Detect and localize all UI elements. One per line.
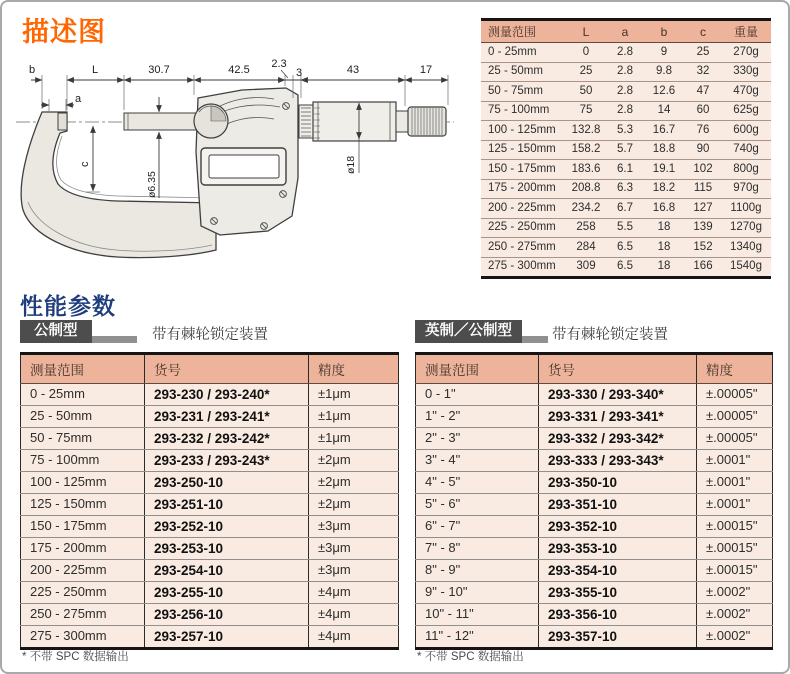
frame-shape (21, 112, 216, 258)
table-cell: 1270g (721, 218, 771, 238)
metric-table-header-row (21, 354, 399, 384)
inch-footnote: * 不带 SPC 数据输出 (417, 651, 524, 663)
inch-table-header-row (416, 354, 773, 384)
table-cell: 293-250-10 (145, 472, 309, 494)
table-cell: 293-350-10 (539, 472, 697, 494)
table-row (416, 538, 773, 560)
table-cell: 4" - 5" (416, 472, 539, 494)
metric-table (20, 352, 399, 650)
dim-43: 43 (346, 64, 360, 76)
size-table-header-row (481, 20, 771, 43)
table-cell: 166 (685, 257, 721, 278)
table-cell: 225 - 250mm (481, 218, 565, 238)
table-cell: ±.00015" (697, 560, 773, 582)
column-header: 重量 (721, 20, 771, 43)
table-cell: 50 - 75mm (481, 82, 565, 102)
label-extension-bar (522, 336, 548, 343)
table-row (481, 238, 771, 258)
table-row (21, 582, 399, 604)
dim-17: 17 (419, 64, 433, 76)
table-cell: 18 (643, 238, 685, 258)
table-cell: 25 - 50mm (21, 406, 145, 428)
table-cell: 25 (685, 43, 721, 63)
table-cell: 3" - 4" (416, 450, 539, 472)
table-cell: 293-354-10 (539, 560, 697, 582)
inch-table (415, 352, 773, 650)
table-row (21, 428, 399, 450)
metric-type-label-text: 公制型 (20, 320, 92, 343)
table-cell: 293-252-10 (145, 516, 309, 538)
table-cell: 12.6 (643, 82, 685, 102)
table-cell: 270g (721, 43, 771, 63)
table-cell: 76 (685, 121, 721, 141)
table-cell: 0 - 25mm (21, 384, 145, 406)
column-header: a (607, 20, 643, 43)
table-cell: 293-230 / 293-240* (145, 384, 309, 406)
table-cell: 7" - 8" (416, 538, 539, 560)
table-cell: 600g (721, 121, 771, 141)
table-cell: 6.5 (607, 238, 643, 258)
table-row (416, 626, 773, 649)
table-cell: 1340g (721, 238, 771, 258)
table-row (481, 160, 771, 180)
table-cell: 2.8 (607, 101, 643, 121)
table-row (21, 384, 399, 406)
table-row (481, 82, 771, 102)
table-cell: 102 (685, 160, 721, 180)
table-cell: ±.0001" (697, 494, 773, 516)
table-cell: 18.8 (643, 140, 685, 160)
table-row (21, 626, 399, 649)
inch-feature-label: 带有棘轮锁定装置 (552, 327, 668, 343)
table-cell: 1" - 2" (416, 406, 539, 428)
table-cell: 293-357-10 (539, 626, 697, 649)
table-cell: 16.8 (643, 199, 685, 219)
table-cell: 75 - 100mm (481, 101, 565, 121)
table-cell: 132.8 (565, 121, 607, 141)
table-cell: 139 (685, 218, 721, 238)
table-cell: 6.3 (607, 179, 643, 199)
table-cell: 293-255-10 (145, 582, 309, 604)
inch-type-label-text: 英制／公制型 (415, 320, 522, 343)
ratchet-stop (408, 107, 446, 136)
table-cell: 175 - 200mm (481, 179, 565, 199)
table-cell: 2.8 (607, 43, 643, 63)
table-cell: 275 - 300mm (21, 626, 145, 649)
table-cell: ±.00015" (697, 538, 773, 560)
table-cell: 234.2 (565, 199, 607, 219)
table-row (416, 472, 773, 494)
table-cell: 158.2 (565, 140, 607, 160)
table-cell: 125 - 150mm (21, 494, 145, 516)
column-header: b (643, 20, 685, 43)
anvil (58, 113, 67, 130)
column-header: 测量范围 (416, 354, 539, 384)
table-cell: 18.2 (643, 179, 685, 199)
table-cell: 293-231 / 293-241* (145, 406, 309, 428)
table-cell: 75 - 100mm (21, 450, 145, 472)
metric-type-label (20, 320, 137, 343)
table-row (21, 406, 399, 428)
table-cell: 250 - 275mm (481, 238, 565, 258)
column-header: 货号 (145, 354, 309, 384)
table-cell: ±.0002" (697, 626, 773, 649)
table-cell: ±.0002" (697, 582, 773, 604)
table-cell: 293-233 / 293-243* (145, 450, 309, 472)
table-cell: 0 - 25mm (481, 43, 565, 63)
table-cell: 14 (643, 101, 685, 121)
table-cell: ±.00015" (697, 516, 773, 538)
table-cell: 275 - 300mm (481, 257, 565, 278)
table-cell: 470g (721, 82, 771, 102)
table-row (21, 472, 399, 494)
table-cell: 293-353-10 (539, 538, 697, 560)
table-cell: 100 - 125mm (21, 472, 145, 494)
table-row (21, 450, 399, 472)
micrometer-diagram (2, 2, 472, 282)
table-cell: 6.1 (607, 160, 643, 180)
table-cell: ±.00005" (697, 406, 773, 428)
table-cell: 5" - 6" (416, 494, 539, 516)
table-cell: 5.3 (607, 121, 643, 141)
table-cell: ±1μm (309, 406, 399, 428)
table-row (21, 516, 399, 538)
dim-2-3: 2.3 (271, 58, 287, 70)
table-cell: 0 (565, 43, 607, 63)
table-cell: 115 (685, 179, 721, 199)
table-cell: 293-251-10 (145, 494, 309, 516)
dim-b: b (28, 64, 36, 76)
column-header: 测量范围 (481, 20, 565, 43)
table-cell: ±2μm (309, 494, 399, 516)
thimble (313, 102, 396, 141)
table-cell: ±4μm (309, 604, 399, 626)
table-cell: ±.00005" (697, 428, 773, 450)
table-cell: 208.8 (565, 179, 607, 199)
table-cell: 800g (721, 160, 771, 180)
table-cell: 0 - 1" (416, 384, 539, 406)
table-row (481, 101, 771, 121)
table-cell: 183.6 (565, 160, 607, 180)
table-cell: 284 (565, 238, 607, 258)
dim-a: a (74, 93, 82, 105)
table-cell: 150 - 175mm (21, 516, 145, 538)
table-row (21, 560, 399, 582)
table-cell: 625g (721, 101, 771, 121)
table-cell: 330g (721, 62, 771, 82)
table-cell: 25 - 50mm (481, 62, 565, 82)
table-row (416, 604, 773, 626)
table-cell: 293-253-10 (145, 538, 309, 560)
table-cell: ±.00005" (697, 384, 773, 406)
dim-c: c (79, 161, 91, 167)
table-cell: ±3μm (309, 560, 399, 582)
table-cell: ±2μm (309, 450, 399, 472)
table-cell: 200 - 225mm (481, 199, 565, 219)
table-cell: 47 (685, 82, 721, 102)
table-cell: 25 (565, 62, 607, 82)
table-cell: 2.8 (607, 62, 643, 82)
table-cell: 18 (643, 218, 685, 238)
table-row (481, 121, 771, 141)
table-cell: 293-254-10 (145, 560, 309, 582)
table-cell: 293-332 / 293-342* (539, 428, 697, 450)
table-cell: 6" - 7" (416, 516, 539, 538)
table-row (416, 450, 773, 472)
dim-3: 3 (295, 67, 303, 79)
dim-dia-spindle: ø6.35 (146, 171, 158, 198)
label-extension-bar (92, 336, 137, 343)
table-cell: 293-257-10 (145, 626, 309, 649)
table-cell: 5.7 (607, 140, 643, 160)
table-cell: 1540g (721, 257, 771, 278)
table-cell: 6.5 (607, 257, 643, 278)
table-cell: 293-356-10 (539, 604, 697, 626)
table-cell: 152 (685, 238, 721, 258)
table-cell: 200 - 225mm (21, 560, 145, 582)
lcd-display (201, 148, 286, 185)
metric-footnote: * 不带 SPC 数据输出 (22, 651, 129, 663)
table-cell: 11" - 12" (416, 626, 539, 649)
table-cell: 293-352-10 (539, 516, 697, 538)
column-header: L (565, 20, 607, 43)
table-cell: ±.0001" (697, 450, 773, 472)
size-table (481, 18, 771, 279)
table-cell: 50 - 75mm (21, 428, 145, 450)
table-row (481, 62, 771, 82)
table-cell: 16.7 (643, 121, 685, 141)
column-header: 货号 (539, 354, 697, 384)
table-row (21, 604, 399, 626)
table-cell: 2.8 (607, 82, 643, 102)
table-cell: 293-355-10 (539, 582, 697, 604)
table-row (481, 218, 771, 238)
table-cell: ±.0002" (697, 604, 773, 626)
table-cell: 9" - 10" (416, 582, 539, 604)
column-header: 测量范围 (21, 354, 145, 384)
table-row (416, 560, 773, 582)
spindle-collar (194, 104, 228, 138)
table-cell: 9 (643, 43, 685, 63)
dim-30-7: 30.7 (148, 64, 170, 76)
dim-L: L (91, 64, 99, 76)
table-cell: ±3μm (309, 516, 399, 538)
dim-42-5: 42.5 (228, 64, 250, 76)
table-cell: 125 - 150mm (481, 140, 565, 160)
table-row (416, 428, 773, 450)
table-cell: 127 (685, 199, 721, 219)
table-cell: 75 (565, 101, 607, 121)
table-row (416, 582, 773, 604)
table-cell: 18 (643, 257, 685, 278)
table-cell: 10" - 11" (416, 604, 539, 626)
table-cell: 175 - 200mm (21, 538, 145, 560)
inch-type-label (415, 320, 548, 343)
table-cell: 19.1 (643, 160, 685, 180)
table-cell: 50 (565, 82, 607, 102)
table-cell: ±3μm (309, 538, 399, 560)
table-cell: 9.8 (643, 62, 685, 82)
page-title: 描述图 (22, 17, 106, 47)
table-cell: ±4μm (309, 582, 399, 604)
table-cell: 5.5 (607, 218, 643, 238)
table-cell: 293-333 / 293-343* (539, 450, 697, 472)
table-row (481, 257, 771, 278)
table-cell: ±1μm (309, 384, 399, 406)
table-cell: 225 - 250mm (21, 582, 145, 604)
table-cell: 32 (685, 62, 721, 82)
table-cell: 258 (565, 218, 607, 238)
column-header: 精度 (309, 354, 399, 384)
table-cell: 309 (565, 257, 607, 278)
table-row (416, 494, 773, 516)
table-row (481, 43, 771, 63)
table-cell: 6.7 (607, 199, 643, 219)
table-row (21, 494, 399, 516)
sleeve (299, 105, 313, 138)
table-cell: 250 - 275mm (21, 604, 145, 626)
table-cell: 970g (721, 179, 771, 199)
table-row (416, 516, 773, 538)
table-cell: 150 - 175mm (481, 160, 565, 180)
table-row (481, 140, 771, 160)
neck (396, 111, 408, 132)
table-cell: ±1μm (309, 428, 399, 450)
table-row (21, 538, 399, 560)
column-header: 精度 (697, 354, 773, 384)
table-cell: 293-330 / 293-340* (539, 384, 697, 406)
table-row (416, 406, 773, 428)
metric-feature-label: 带有棘轮锁定装置 (152, 327, 268, 343)
column-header: c (685, 20, 721, 43)
table-cell: 293-232 / 293-242* (145, 428, 309, 450)
table-cell: 60 (685, 101, 721, 121)
table-row (481, 179, 771, 199)
table-cell: 2" - 3" (416, 428, 539, 450)
table-cell: 90 (685, 140, 721, 160)
section-title: 性能参数 (20, 293, 116, 319)
table-cell: ±2μm (309, 472, 399, 494)
table-cell: 8" - 9" (416, 560, 539, 582)
table-cell: 740g (721, 140, 771, 160)
dim-dia-thimble: ø18 (345, 155, 357, 174)
table-cell: 100 - 125mm (481, 121, 565, 141)
table-cell: 293-256-10 (145, 604, 309, 626)
table-cell: ±4μm (309, 626, 399, 649)
table-cell: 293-351-10 (539, 494, 697, 516)
table-cell: 293-331 / 293-341* (539, 406, 697, 428)
table-row (416, 384, 773, 406)
table-row (481, 199, 771, 219)
table-cell: ±.0001" (697, 472, 773, 494)
table-cell: 1100g (721, 199, 771, 219)
